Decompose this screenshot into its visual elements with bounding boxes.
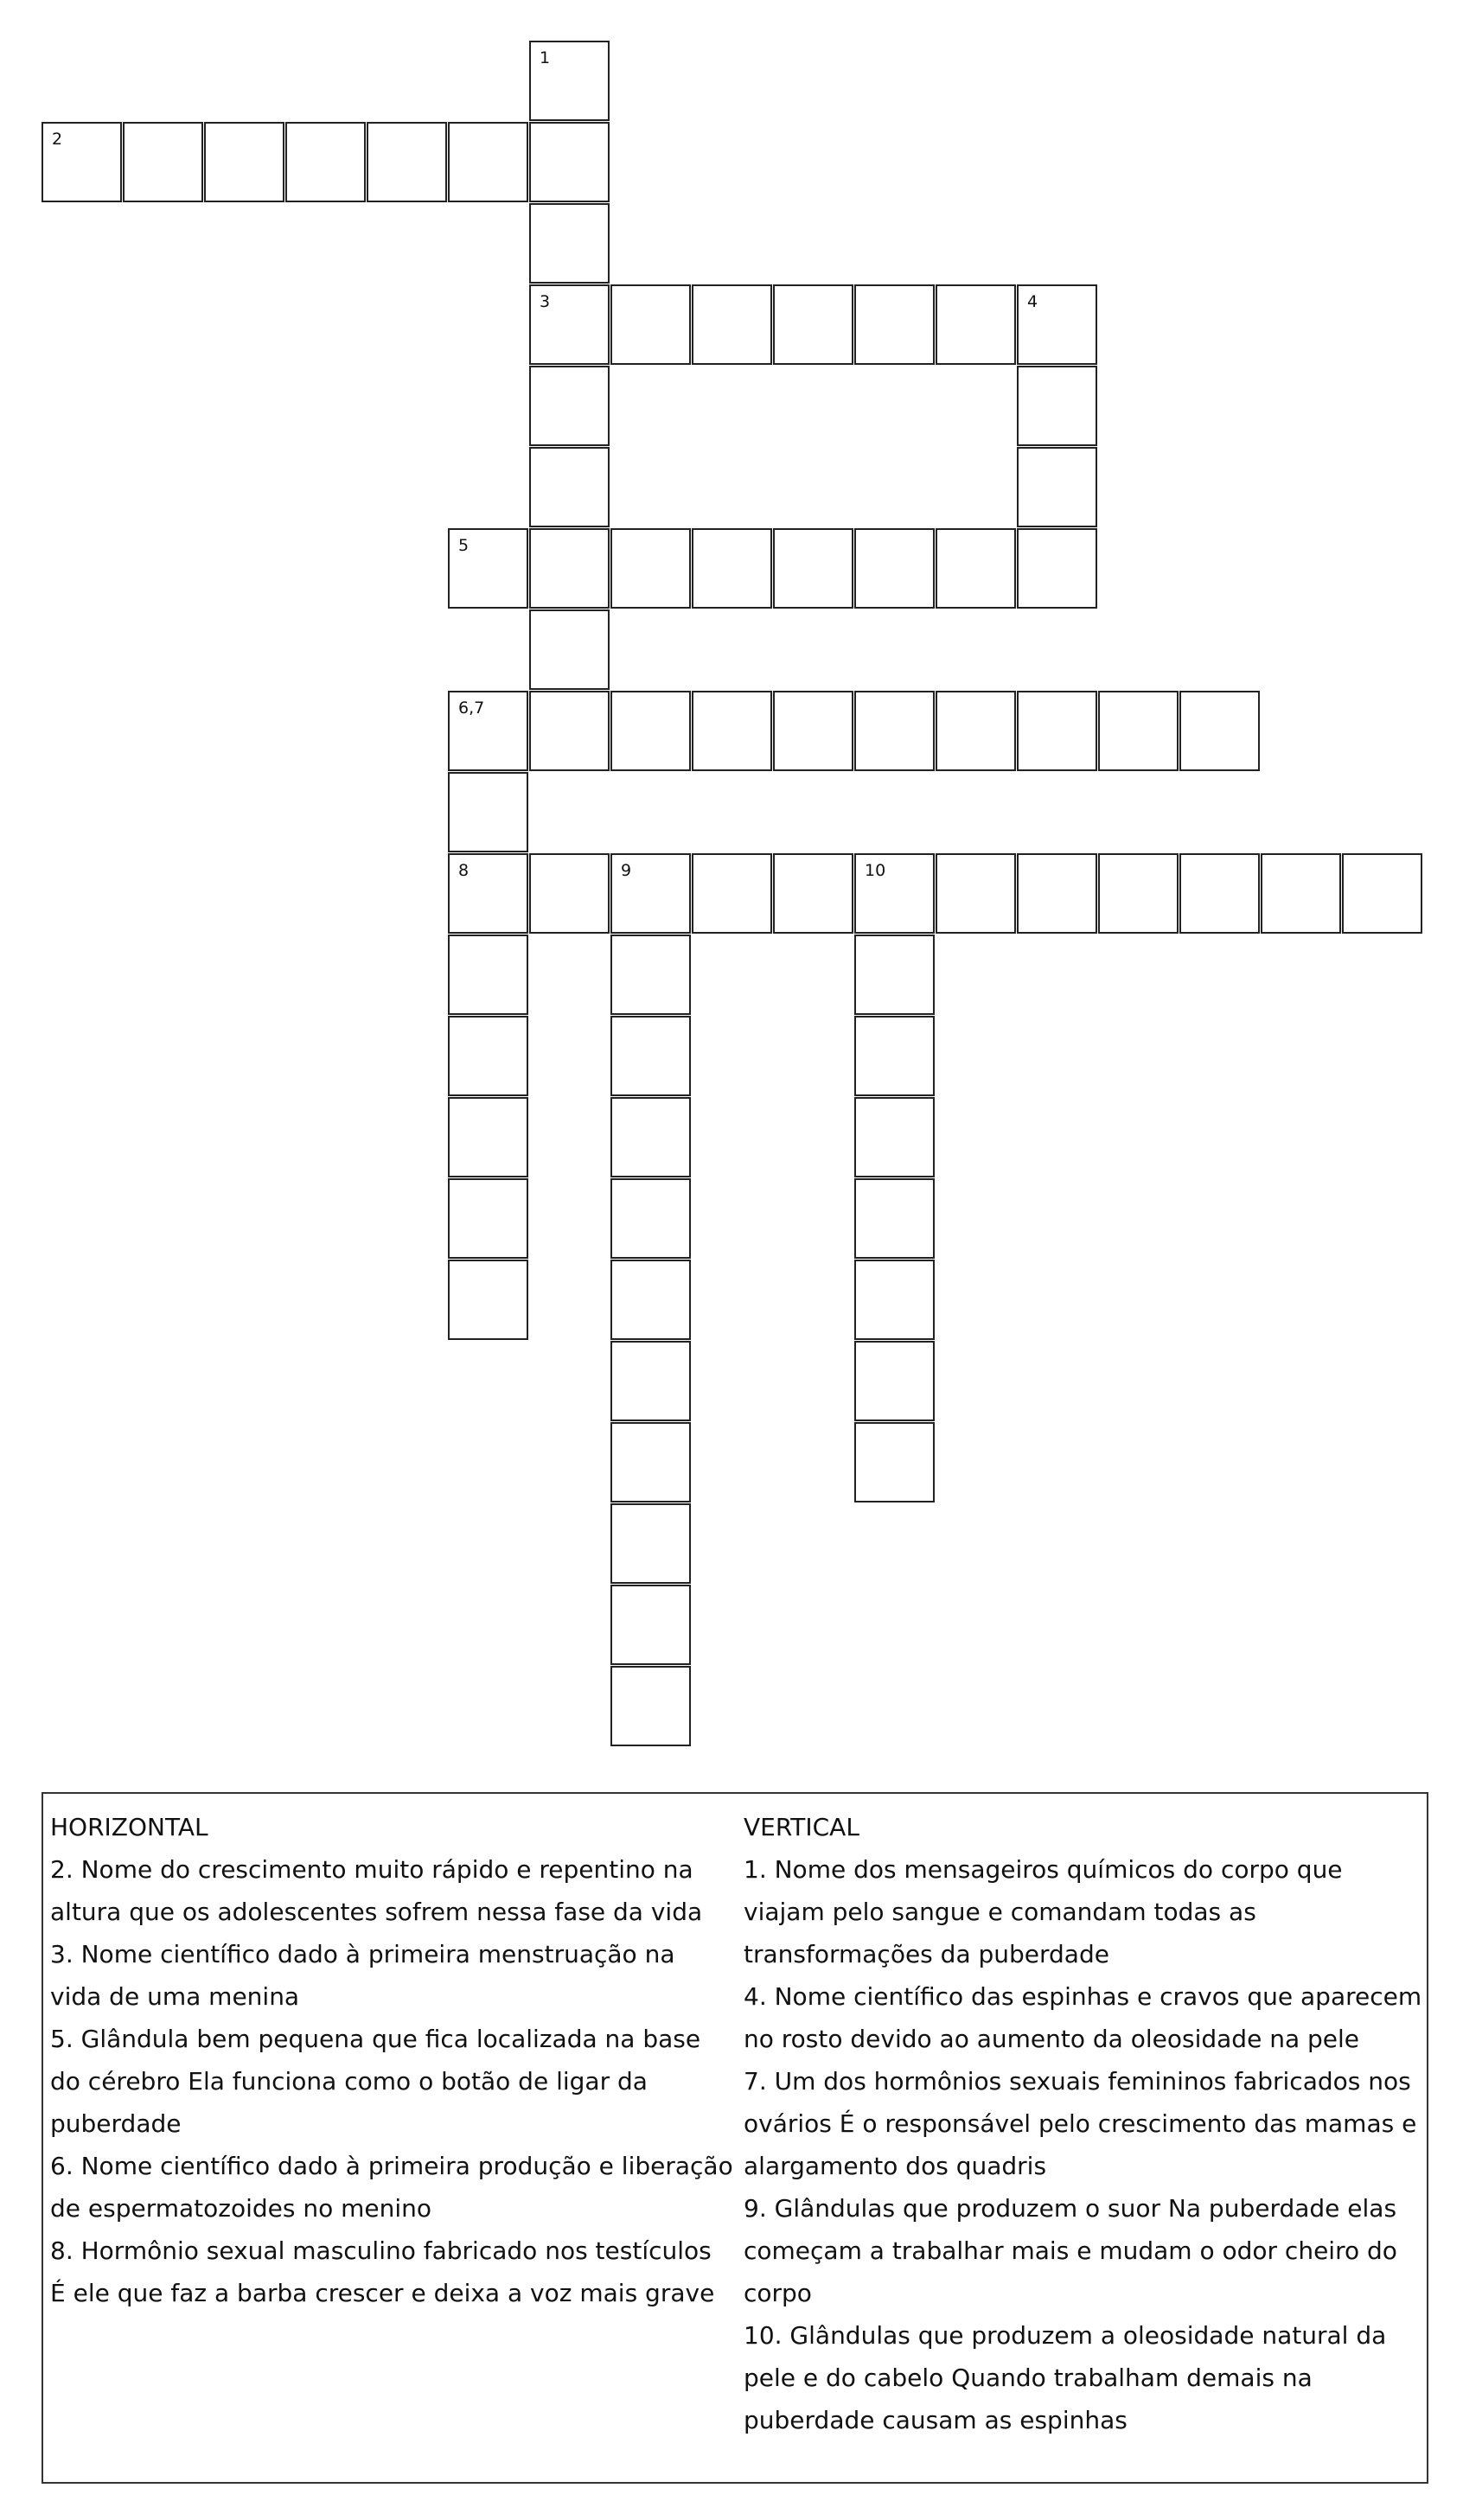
grid-cell[interactable] [854,691,935,771]
grid-cell[interactable] [285,122,366,202]
grid-cell[interactable] [854,1097,935,1177]
grid-cell[interactable] [1098,853,1179,934]
grid-cell[interactable] [529,366,610,446]
grid-cell[interactable] [529,41,610,121]
grid-cell[interactable] [1017,691,1097,771]
grid-cell[interactable] [610,1260,691,1340]
grid-cell[interactable] [1261,853,1341,934]
grid-cell[interactable] [448,935,528,1015]
grid-cell[interactable] [1017,447,1097,527]
grid-cell[interactable] [529,284,610,365]
clue-number: 1 [540,48,551,67]
grid-cell[interactable] [42,122,122,202]
grid-cell[interactable] [1017,366,1097,446]
grid-cell[interactable] [1017,853,1097,934]
clues-box [42,1792,1428,2484]
grid-cell[interactable] [773,284,853,365]
grid-cell[interactable] [610,1097,691,1177]
grid-cell[interactable] [610,691,691,771]
grid-cell[interactable] [610,284,691,365]
grid-cell[interactable] [854,528,935,609]
clue-vertical-4: 4. Nome científico das espinhas e cravos que aparecem no rosto devido ao aumento da oleosidade na pele [744,1982,1422,2053]
grid-cell[interactable] [529,528,610,609]
grid-cell[interactable] [854,1422,935,1502]
grid-cell[interactable] [1179,853,1260,934]
grid-cell[interactable] [610,1503,691,1584]
grid-cell[interactable] [448,772,528,852]
clue-number: 9 [621,861,632,880]
clue-number: 3 [540,292,551,311]
vertical-clues-column [744,1806,1423,2441]
grid-cell[interactable] [692,528,772,609]
grid-cell[interactable] [610,1016,691,1096]
clue-number: 5 [458,536,470,555]
grid-cell[interactable] [854,935,935,1015]
grid-cell[interactable] [448,1178,528,1259]
clue-vertical-10: 10. Glândulas que produzem a oleosidade natural da pele e do cabelo Quando trabalham demais na puberdade causam as espinhas [744,2321,1387,2434]
grid-cell[interactable] [529,122,610,202]
grid-cell[interactable] [1017,284,1097,365]
grid-cell[interactable] [448,853,528,934]
grid-cell[interactable] [610,1341,691,1421]
clue-horizontal-2: 2. Nome do crescimento muito rápido e repentino na altura que os adolescentes sofrem nessa fase da vida [50,1855,703,1926]
grid-cell[interactable] [1098,691,1179,771]
grid-cell[interactable] [448,1097,528,1177]
grid-cell[interactable] [448,1260,528,1340]
vertical-heading: VERTICAL [744,1813,859,1841]
grid-cell[interactable] [610,1422,691,1502]
grid-cell[interactable] [1017,528,1097,609]
grid-cell[interactable] [448,122,528,202]
grid-cell[interactable] [610,853,691,934]
grid-cell[interactable] [936,691,1016,771]
grid-cell[interactable] [854,1260,935,1340]
grid-cell[interactable] [692,853,772,934]
grid-cell[interactable] [936,853,1016,934]
grid-cell[interactable] [854,1016,935,1096]
grid-cell[interactable] [448,1016,528,1096]
grid-cell[interactable] [1342,853,1422,934]
clue-horizontal-8: 8. Hormônio sexual masculino fabricado nos testículos É ele que faz a barba crescer e deixa a voz mais grave [50,2236,715,2307]
clue-vertical-7: 7. Um dos hormônios sexuais femininos fabricados nos ovários É o responsável pelo crescimento das mamas e alargamento dos quadris [744,2067,1417,2180]
grid-cell[interactable] [854,1341,935,1421]
clue-number: 4 [1027,292,1038,311]
grid-cell[interactable] [367,122,447,202]
grid-cell[interactable] [854,1178,935,1259]
clue-number: 10 [865,861,886,880]
grid-cell[interactable] [204,122,284,202]
horizontal-heading: HORIZONTAL [50,1813,208,1841]
grid-cell[interactable] [936,284,1016,365]
grid-cell[interactable] [610,1666,691,1746]
clue-number: 2 [52,130,63,149]
clue-horizontal-6: 6. Nome científico dado à primeira produção e liberação de espermatozoides no menino [50,2152,733,2223]
horizontal-clues-column [50,1806,733,2314]
grid-cell[interactable] [854,284,935,365]
grid-cell[interactable] [936,528,1016,609]
clue-vertical-1: 1. Nome dos mensageiros químicos do corpo que viajam pelo sangue e comandam todas as transformações da puberdade [744,1855,1343,1968]
grid-cell[interactable] [610,935,691,1015]
clue-number: 8 [458,861,470,880]
grid-cell[interactable] [692,284,772,365]
grid-cell[interactable] [529,447,610,527]
grid-cell[interactable] [773,528,853,609]
grid-cell[interactable] [529,203,610,284]
clue-horizontal-3: 3. Nome científico dado à primeira menstruação na vida de uma menina [50,1940,675,2011]
grid-cell[interactable] [854,853,935,934]
grid-cell[interactable] [529,691,610,771]
grid-cell[interactable] [123,122,203,202]
grid-cell[interactable] [448,528,528,609]
grid-cell[interactable] [773,691,853,771]
clue-number: 6,7 [458,699,485,718]
grid-cell[interactable] [529,609,610,690]
grid-cell[interactable] [448,691,528,771]
clue-vertical-9: 9. Glândulas que produzem o suor Na puberdade elas começam a trabalhar mais e mudam o odor cheiro do corpo [744,2194,1397,2307]
grid-cell[interactable] [1179,691,1260,771]
grid-cell[interactable] [610,1585,691,1665]
grid-cell[interactable] [692,691,772,771]
clue-horizontal-5: 5. Glândula bem pequena que fica localizada na base do cérebro Ela funciona como o botão de ligar da puberdade [50,2025,701,2138]
grid-cell[interactable] [773,853,853,934]
grid-cell[interactable] [529,853,610,934]
grid-cell[interactable] [610,1178,691,1259]
grid-cell[interactable] [610,528,691,609]
